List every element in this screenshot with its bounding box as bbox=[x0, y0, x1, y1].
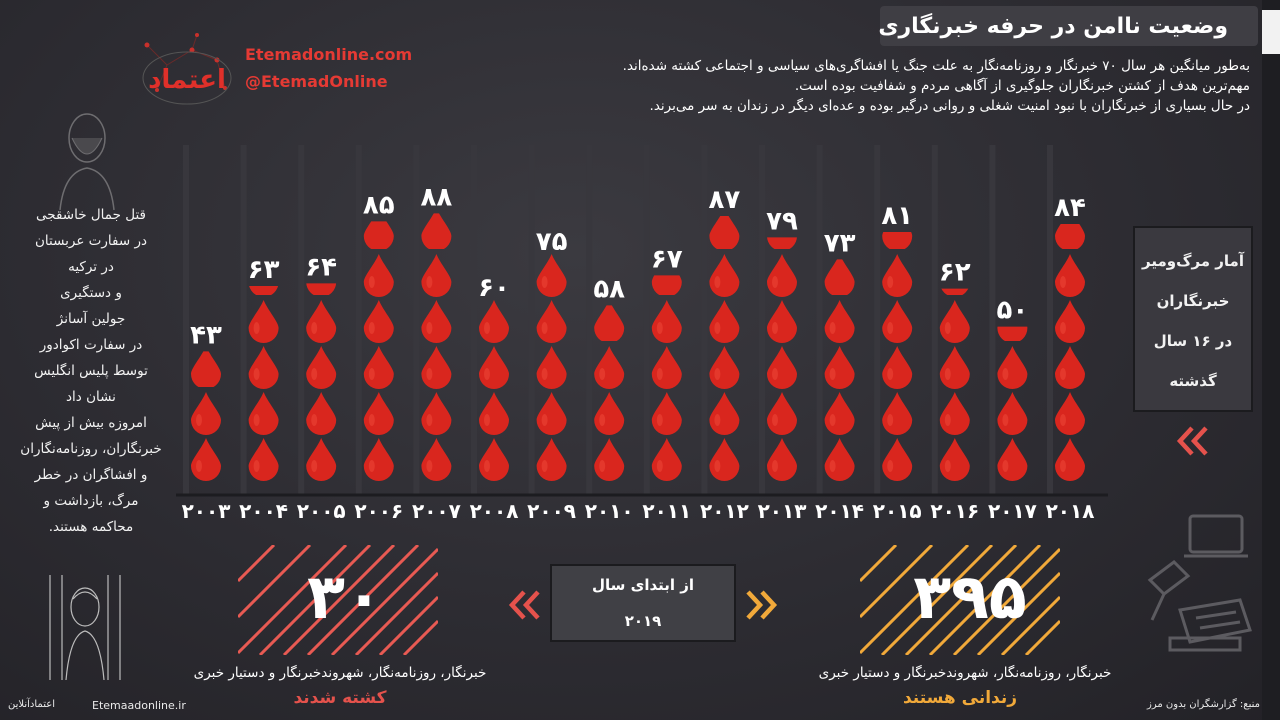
blood-drop-highlight bbox=[887, 460, 893, 472]
blood-drop-icon bbox=[594, 392, 624, 435]
chart-bar-2011 bbox=[652, 254, 682, 481]
left-text-line: در سفارت عربستان bbox=[34, 233, 147, 249]
blood-drop-icon bbox=[306, 438, 336, 481]
killed-label: کشته شدند bbox=[293, 688, 387, 708]
blood-drop-icon bbox=[767, 346, 797, 389]
chart-column-divider bbox=[413, 145, 419, 496]
chart-column-divider bbox=[874, 145, 880, 496]
blood-drop-icon bbox=[1055, 300, 1085, 343]
blood-drop-highlight bbox=[772, 322, 778, 334]
chart-value-label: ۷۳ bbox=[823, 228, 856, 259]
left-text-line: جولین آسانژ bbox=[56, 311, 126, 327]
blood-drop-highlight bbox=[484, 368, 490, 380]
blood-drop-icon bbox=[537, 392, 567, 435]
chart-value-label: ۴۳ bbox=[190, 320, 222, 351]
chart-value-label: ۶۰ bbox=[478, 273, 510, 303]
chart-category-label: ۲۰۰۷ bbox=[411, 499, 461, 523]
chart-bar-2003 bbox=[191, 346, 221, 481]
chart-category-label: ۲۰۱۰ bbox=[584, 499, 634, 523]
chart-column-divider bbox=[471, 145, 477, 496]
blood-drop-highlight bbox=[887, 414, 893, 426]
imprisoned-label: زندانی هستند bbox=[902, 688, 1018, 708]
blood-drop-highlight bbox=[426, 460, 432, 472]
description-line-2: مهم‌ترین هدف از کشتن خبرنگاران جلوگیری از آگاهی مردم و شفافیت بوده است. bbox=[794, 78, 1250, 94]
blood-drop-highlight bbox=[1060, 276, 1066, 288]
chart-bar-2016 bbox=[940, 254, 970, 481]
footer-site: Etemaadonline.ir bbox=[92, 699, 186, 712]
blood-drop-partial-icon bbox=[421, 208, 451, 251]
blood-drop-highlight bbox=[714, 460, 720, 472]
chart-column-divider bbox=[241, 145, 247, 496]
blood-drop-icon bbox=[421, 300, 451, 343]
blood-drop-icon bbox=[249, 346, 279, 389]
chart-bar-2012 bbox=[709, 208, 739, 481]
blood-drop-icon bbox=[537, 300, 567, 343]
blood-drop-icon bbox=[652, 300, 682, 343]
chart-column-divider bbox=[759, 145, 765, 496]
chart-category-label: ۲۰۱۱ bbox=[642, 499, 692, 523]
blood-drop-highlight bbox=[714, 414, 720, 426]
blood-drop-icon bbox=[249, 438, 279, 481]
blood-drop-highlight bbox=[426, 414, 432, 426]
source-note: منبع: گزارشگران بدون مرز bbox=[1147, 699, 1260, 710]
chart-column-divider bbox=[586, 145, 592, 496]
left-text-line: قتل جمال خاشقجی bbox=[36, 207, 146, 223]
blood-drop-icon bbox=[537, 346, 567, 389]
chart-column-divider bbox=[701, 145, 707, 496]
chart-title-box bbox=[1133, 226, 1253, 412]
chart-column-divider bbox=[1047, 145, 1053, 496]
blood-drop-icon bbox=[709, 300, 739, 343]
blood-drop-highlight bbox=[945, 322, 951, 334]
blood-drop-highlight bbox=[426, 322, 432, 334]
blood-drop-highlight bbox=[542, 368, 548, 380]
blood-drop-icon bbox=[191, 392, 221, 435]
blood-drop-icon bbox=[940, 346, 970, 389]
chart-column-divider bbox=[298, 145, 304, 496]
blood-drop-icon bbox=[1055, 392, 1085, 435]
blood-drop-icon bbox=[364, 254, 394, 297]
blood-drop-highlight bbox=[311, 414, 317, 426]
blood-drop-icon bbox=[882, 300, 912, 343]
blood-drop-highlight bbox=[1060, 322, 1066, 334]
blood-drop-icon bbox=[997, 438, 1027, 481]
blood-drop-highlight bbox=[599, 368, 605, 380]
blood-drop-icon bbox=[306, 300, 336, 343]
blood-drop-highlight bbox=[830, 414, 836, 426]
blood-drop-highlight bbox=[311, 322, 317, 334]
chart-bar-2009 bbox=[537, 254, 567, 481]
blood-drop-highlight bbox=[426, 368, 432, 380]
blood-drop-icon bbox=[421, 346, 451, 389]
chart-title-line: خبرنگاران bbox=[1156, 292, 1230, 310]
chart-bar-2018 bbox=[1055, 208, 1085, 481]
blood-drop-icon bbox=[709, 254, 739, 297]
blood-drop-icon bbox=[479, 392, 509, 435]
blood-drop-highlight bbox=[657, 414, 663, 426]
blood-drop-icon bbox=[364, 438, 394, 481]
description-line-1: به‌طور میانگین هر سال ۷۰ خبرنگار و روزنامه‌نگار به علت جنگ یا افشاگری‌های سیاسی و اجتماعی کشته شده‌اند. bbox=[622, 58, 1250, 74]
chart-bar-2006 bbox=[364, 208, 394, 481]
blood-drop-icon bbox=[940, 300, 970, 343]
blood-drop-highlight bbox=[830, 368, 836, 380]
blood-drop-icon bbox=[594, 438, 624, 481]
chart-value-label: ۸۸ bbox=[420, 182, 453, 213]
chart-bar-2004 bbox=[249, 254, 279, 481]
blood-drop-highlight bbox=[1060, 368, 1066, 380]
blood-drop-icon bbox=[421, 254, 451, 297]
blood-drop-highlight bbox=[772, 276, 778, 288]
blood-drop-highlight bbox=[1002, 368, 1008, 380]
chart-category-label: ۲۰۱۷ bbox=[987, 499, 1037, 523]
chart-value-label: ۷۵ bbox=[535, 227, 568, 257]
blood-drop-icon bbox=[709, 346, 739, 389]
left-text-line: امروزه بیش از پیش bbox=[35, 415, 147, 431]
blood-drop-icon bbox=[249, 392, 279, 435]
blood-drop-icon bbox=[825, 392, 855, 435]
blood-drop-highlight bbox=[254, 322, 260, 334]
blood-drop-highlight bbox=[830, 460, 836, 472]
blood-drop-icon bbox=[594, 346, 624, 389]
blood-drop-highlight bbox=[311, 368, 317, 380]
chart-value-label: ۸۱ bbox=[881, 201, 914, 231]
blood-drop-icon bbox=[537, 254, 567, 297]
chart-category-label: ۲۰۰۳ bbox=[181, 499, 231, 523]
logo-site: Etemadonline.com bbox=[245, 45, 413, 64]
chart-value-label: ۵۸ bbox=[593, 274, 626, 305]
blood-drop-icon bbox=[767, 254, 797, 297]
blood-drop-icon bbox=[882, 392, 912, 435]
blood-drop-highlight bbox=[369, 322, 375, 334]
blood-drop-icon bbox=[1055, 438, 1085, 481]
killed-count: ۳۰ bbox=[307, 560, 383, 633]
blood-drop-icon bbox=[997, 346, 1027, 389]
blood-drop-icon bbox=[364, 346, 394, 389]
blood-drop-highlight bbox=[657, 368, 663, 380]
blood-drop-icon bbox=[1055, 346, 1085, 389]
blood-drop-icon bbox=[767, 300, 797, 343]
blood-drop-icon bbox=[940, 438, 970, 481]
footer-name: اعتمادآنلاین bbox=[8, 699, 55, 710]
blood-drop-icon bbox=[882, 254, 912, 297]
blood-drop-icon bbox=[997, 392, 1027, 435]
chart-column-divider bbox=[989, 145, 995, 496]
blood-drop-icon bbox=[825, 300, 855, 343]
left-text-line: خبرنگاران، روزنامه‌نگاران bbox=[20, 441, 162, 457]
blood-drop-highlight bbox=[714, 276, 720, 288]
blood-drop-icon bbox=[709, 392, 739, 435]
chart-value-label: ۷۹ bbox=[766, 206, 798, 237]
chart-bar-2014 bbox=[825, 254, 855, 481]
chart-column-divider bbox=[817, 145, 823, 496]
chart-category-label: ۲۰۱۴ bbox=[815, 499, 865, 523]
blood-drop-highlight bbox=[254, 414, 260, 426]
blood-drop-icon bbox=[767, 438, 797, 481]
chart-title-line: گذشته bbox=[1169, 372, 1217, 390]
blood-drop-highlight bbox=[1060, 460, 1066, 472]
blood-drop-highlight bbox=[945, 414, 951, 426]
chart-category-label: ۲۰۱۸ bbox=[1045, 499, 1095, 523]
chart-bar-2007 bbox=[421, 208, 451, 481]
blood-drop-icon bbox=[191, 438, 221, 481]
blood-drop-icon bbox=[1055, 254, 1085, 297]
blood-drop-icon bbox=[364, 300, 394, 343]
left-text-line: در ترکیه bbox=[68, 259, 114, 275]
blood-drop-highlight bbox=[196, 460, 202, 472]
chart-bar-2013 bbox=[767, 208, 797, 481]
chart-category-label: ۲۰۱۵ bbox=[872, 499, 922, 523]
chart-value-label: ۵۰ bbox=[996, 295, 1029, 326]
blood-drop-highlight bbox=[887, 368, 893, 380]
blood-drop-highlight bbox=[887, 322, 893, 334]
chart-category-label: ۲۰۱۳ bbox=[757, 499, 807, 523]
blood-drop-highlight bbox=[657, 460, 663, 472]
chart-column-divider bbox=[183, 145, 189, 496]
blood-drop-highlight bbox=[714, 322, 720, 334]
blood-drop-icon bbox=[306, 392, 336, 435]
description-line-3: در حال بسیاری از خبرنگاران با نبود امنیت شغلی و روانی درگیر بوده و عده‌ای دیگر در زندان به سر می‌برند. bbox=[649, 98, 1250, 114]
blood-drop-icon bbox=[882, 438, 912, 481]
chart-category-label: ۲۰۰۹ bbox=[527, 499, 577, 523]
blood-drop-icon bbox=[940, 392, 970, 435]
chart-column-divider bbox=[932, 145, 938, 496]
blood-drop-icon bbox=[652, 346, 682, 389]
left-text-line: نشان داد bbox=[66, 389, 116, 405]
left-text-line: توسط پلیس انگلیس bbox=[34, 363, 148, 379]
blood-drop-highlight bbox=[772, 368, 778, 380]
blood-drop-icon bbox=[479, 300, 509, 343]
chart-category-label: ۲۰۰۸ bbox=[469, 499, 519, 523]
blood-drop-icon bbox=[767, 392, 797, 435]
blood-drop-highlight bbox=[945, 460, 951, 472]
blood-drop-icon bbox=[825, 438, 855, 481]
blood-drop-icon bbox=[882, 346, 912, 389]
blood-drop-highlight bbox=[369, 276, 375, 288]
chart-value-label: ۶۷ bbox=[650, 244, 683, 275]
chart-value-label: ۶۴ bbox=[305, 252, 338, 283]
chart-value-label: ۸۷ bbox=[708, 185, 741, 215]
blood-drop-highlight bbox=[772, 460, 778, 472]
blood-drop-highlight bbox=[945, 368, 951, 380]
chart-column-divider bbox=[529, 145, 535, 496]
blood-drop-icon bbox=[709, 438, 739, 481]
blood-drop-icon bbox=[421, 438, 451, 481]
chart-category-label: ۲۰۱۶ bbox=[930, 499, 980, 523]
logo-handle: @EtemadOnline bbox=[245, 72, 388, 91]
chart-bar-2005 bbox=[306, 254, 336, 481]
chart-value-label: ۸۴ bbox=[1054, 193, 1086, 223]
chart-category-label: ۲۰۰۴ bbox=[239, 499, 289, 523]
left-text-line: و افشاگران در خطر bbox=[34, 467, 148, 483]
left-text-line: محاکمه هستند. bbox=[48, 519, 134, 535]
blood-drop-icon bbox=[479, 438, 509, 481]
blood-drop-icon bbox=[306, 346, 336, 389]
blood-drop-highlight bbox=[484, 414, 490, 426]
chart-category-label: ۲۰۰۵ bbox=[296, 499, 346, 523]
imprisoned-description: خبرنگار، روزنامه‌نگار، شهروندخبرنگار و دستیار خبری bbox=[818, 665, 1112, 681]
blood-drop-highlight bbox=[830, 322, 836, 334]
blood-drop-highlight bbox=[369, 414, 375, 426]
blood-drop-highlight bbox=[1060, 414, 1066, 426]
blood-drop-icon bbox=[364, 392, 394, 435]
blood-drop-icon bbox=[421, 392, 451, 435]
chart-category-label: ۲۰۰۶ bbox=[354, 499, 404, 523]
chart-column-divider bbox=[644, 145, 650, 496]
blood-drop-icon bbox=[479, 346, 509, 389]
blood-drop-highlight bbox=[542, 414, 548, 426]
blood-drop-highlight bbox=[484, 460, 490, 472]
chevron-left-icon bbox=[508, 588, 544, 626]
blood-drop-highlight bbox=[772, 414, 778, 426]
blood-drop-partial-icon bbox=[594, 300, 624, 343]
chart-bar-2015 bbox=[882, 208, 912, 481]
blood-drop-highlight bbox=[542, 460, 548, 472]
chart-value-label: ۶۳ bbox=[247, 255, 280, 285]
blood-drop-highlight bbox=[254, 460, 260, 472]
blood-drop-icon bbox=[825, 346, 855, 389]
logo-mark-text: اعتماد bbox=[148, 65, 226, 95]
chart-title-line: در ۱۶ سال bbox=[1153, 332, 1233, 350]
blood-drop-highlight bbox=[311, 460, 317, 472]
blood-drop-highlight bbox=[599, 460, 605, 472]
blood-drop-highlight bbox=[369, 460, 375, 472]
chevron-left-icon bbox=[1176, 424, 1212, 462]
chevron-right-icon bbox=[742, 588, 778, 626]
blood-drop-highlight bbox=[1002, 414, 1008, 426]
chart-bar-2010 bbox=[594, 300, 624, 481]
left-text-line: و دستگیری bbox=[60, 285, 122, 301]
blood-drop-highlight bbox=[542, 322, 548, 334]
chart-bar-2017 bbox=[997, 300, 1027, 481]
since-year: ۲۰۱۹ bbox=[624, 612, 662, 630]
blood-drop-highlight bbox=[599, 414, 605, 426]
blood-drop-highlight bbox=[714, 368, 720, 380]
chart-title-line: آمار مرگ‌ومیر bbox=[1142, 252, 1244, 270]
chart-value-label: ۶۲ bbox=[938, 257, 971, 288]
blood-drop-highlight bbox=[196, 414, 202, 426]
blood-drop-icon bbox=[249, 300, 279, 343]
since-label: از ابتدای سال bbox=[591, 576, 695, 594]
left-text-line: در سفارت اکوادور bbox=[39, 337, 143, 353]
imprisoned-count: ۳۹۵ bbox=[913, 560, 1027, 633]
chart-category-label: ۲۰۱۲ bbox=[699, 499, 749, 523]
left-text-line: مرگ، بازداشت و bbox=[43, 493, 139, 509]
chart-column-divider bbox=[356, 145, 362, 496]
blood-drop-partial-icon bbox=[191, 346, 221, 389]
blood-drop-highlight bbox=[542, 276, 548, 288]
since-2019-box bbox=[550, 564, 736, 642]
blood-drop-icon bbox=[652, 438, 682, 481]
blood-drop-highlight bbox=[254, 368, 260, 380]
blood-drop-highlight bbox=[369, 368, 375, 380]
blood-drop-highlight bbox=[657, 322, 663, 334]
blood-drop-highlight bbox=[887, 276, 893, 288]
chart-bar-2008 bbox=[479, 300, 509, 481]
page-title: وضعیت ناامن در حرفه خبرنگاری bbox=[878, 14, 1228, 39]
blood-drop-highlight bbox=[426, 276, 432, 288]
killed-description: خبرنگار، روزنامه‌نگار، شهروندخبرنگار و دستیار خبری bbox=[193, 665, 487, 681]
blood-drop-highlight bbox=[484, 322, 490, 334]
chart-value-label: ۸۵ bbox=[362, 190, 395, 221]
blood-drop-icon bbox=[652, 392, 682, 435]
blood-drop-icon bbox=[537, 438, 567, 481]
blood-drop-highlight bbox=[1002, 460, 1008, 472]
blood-drop-partial-icon bbox=[825, 254, 855, 297]
journalist-equipment-icon bbox=[1140, 510, 1260, 660]
